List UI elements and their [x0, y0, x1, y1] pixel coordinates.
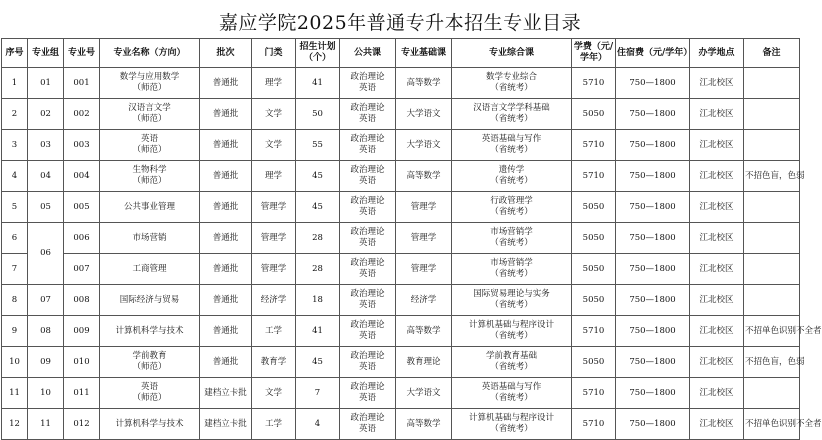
cell-plan: 28 — [296, 254, 340, 285]
cell-campus: 江北校区 — [690, 99, 744, 130]
cell-public-course-line-2: 英语 — [358, 114, 376, 124]
table-row — [2, 347, 800, 378]
cell-dorm-fee: 750—1800 — [616, 130, 690, 161]
table-row — [2, 68, 800, 99]
cell-basic-course: 大学语文 — [396, 99, 452, 130]
cell-dorm-fee: 750—1800 — [616, 254, 690, 285]
cell-comprehensive-course — [452, 285, 572, 316]
cell-tuition: 5710 — [572, 130, 616, 161]
cell-plan: 4 — [296, 409, 340, 440]
cell-remarks — [744, 378, 800, 409]
cell-seq: 7 — [2, 254, 28, 285]
cell-public-course-line-1: 政治理论 — [350, 258, 385, 268]
cell-comprehensive-course-line-2: （省统考） — [490, 424, 533, 434]
cell-seq: 6 — [2, 223, 28, 254]
cell-public-course-line-1: 政治理论 — [350, 382, 385, 392]
cell-code: 009 — [64, 316, 100, 347]
table-row — [2, 130, 800, 161]
header-campus: 办学地点 — [690, 39, 744, 68]
cell-public-course-line-2: 英语 — [358, 393, 376, 403]
cell-public-course-line-2: 英语 — [358, 269, 376, 279]
cell-major-name — [100, 130, 200, 161]
cell-plan: 41 — [296, 68, 340, 99]
cell-basic-course: 高等数学 — [396, 409, 452, 440]
cell-category: 经济学 — [252, 285, 296, 316]
cell-comprehensive-course — [452, 347, 572, 378]
cell-code: 012 — [64, 409, 100, 440]
cell-public-course — [340, 285, 396, 316]
cell-batch: 建档立卡批 — [200, 378, 252, 409]
cell-campus: 江北校区 — [690, 192, 744, 223]
cell-batch: 建档立卡批 — [200, 409, 252, 440]
cell-campus: 江北校区 — [690, 223, 744, 254]
cell-plan: 28 — [296, 223, 340, 254]
cell-dorm-fee: 750—1800 — [616, 99, 690, 130]
cell-public-course — [340, 99, 396, 130]
cell-public-course-line-2: 英语 — [358, 207, 376, 217]
cell-code: 002 — [64, 99, 100, 130]
cell-dorm-fee: 750—1800 — [616, 161, 690, 192]
cell-category: 文学 — [252, 130, 296, 161]
cell-code: 001 — [64, 68, 100, 99]
cell-comprehensive-course — [452, 316, 572, 347]
cell-category: 管理学 — [252, 223, 296, 254]
cell-category: 管理学 — [252, 192, 296, 223]
cell-public-course-line-1: 政治理论 — [350, 72, 385, 82]
cell-public-course — [340, 192, 396, 223]
cell-code: 004 — [64, 161, 100, 192]
cell-batch: 普通批 — [200, 99, 252, 130]
cell-plan: 18 — [296, 285, 340, 316]
cell-category: 理学 — [252, 68, 296, 99]
cell-group: 07 — [28, 285, 64, 316]
header-major-name: 专业名称（方向） — [100, 39, 200, 68]
header-basic-course: 专业基础课 — [396, 39, 452, 68]
cell-group: 11 — [28, 409, 64, 440]
header-comprehensive-course: 专业综合课 — [452, 39, 572, 68]
cell-remarks — [744, 130, 800, 161]
cell-public-course-line-1: 政治理论 — [350, 196, 385, 206]
cell-campus: 江北校区 — [690, 316, 744, 347]
cell-public-course — [340, 223, 396, 254]
cell-code: 011 — [64, 378, 100, 409]
cell-comprehensive-course — [452, 378, 572, 409]
header-seq: 序号 — [2, 39, 28, 68]
header-dorm-fee: 住宿费（元/学年） — [616, 39, 690, 68]
cell-major-name-line-2: （师范） — [132, 114, 167, 124]
cell-comprehensive-course-line-2: （省统考） — [490, 393, 533, 403]
cell-plan: 45 — [296, 347, 340, 378]
cell-comprehensive-course-line-1: 遗传学 — [498, 165, 525, 175]
header-remarks: 备注 — [744, 39, 800, 68]
cell-code: 010 — [64, 347, 100, 378]
cell-batch: 普通批 — [200, 347, 252, 378]
cell-comprehensive-course-line-2: （省统考） — [490, 300, 533, 310]
cell-comprehensive-course-line-1: 英语基础与写作 — [481, 134, 542, 144]
cell-group: 08 — [28, 316, 64, 347]
cell-campus: 江北校区 — [690, 68, 744, 99]
cell-campus: 江北校区 — [690, 347, 744, 378]
cell-plan: 45 — [296, 192, 340, 223]
cell-public-course — [340, 409, 396, 440]
cell-major-name-line-1: 数学与应用数学 — [119, 72, 180, 82]
cell-public-course-line-1: 政治理论 — [350, 413, 385, 423]
cell-comprehensive-course-line-1: 计算机基础与程序设计 — [468, 413, 554, 423]
cell-major-name-line-2: （师范） — [132, 145, 167, 155]
cell-tuition: 5050 — [572, 99, 616, 130]
cell-comprehensive-course — [452, 161, 572, 192]
cell-group: 10 — [28, 378, 64, 409]
cell-comprehensive-course-line-2: （省统考） — [490, 145, 533, 155]
cell-public-course-line-2: 英语 — [358, 83, 376, 93]
cell-seq: 5 — [2, 192, 28, 223]
enrollment-catalog-table — [1, 38, 822, 440]
table-row — [2, 316, 800, 347]
cell-remarks: 不招单色识别不全者 — [744, 409, 800, 440]
cell-seq: 8 — [2, 285, 28, 316]
cell-comprehensive-course — [452, 409, 572, 440]
cell-code: 007 — [64, 254, 100, 285]
cell-major-name: 国际经济与贸易 — [100, 285, 200, 316]
cell-campus: 江北校区 — [690, 161, 744, 192]
cell-public-course — [340, 316, 396, 347]
cell-major-name-line-1: 生物科学 — [132, 165, 167, 175]
cell-group: 02 — [28, 99, 64, 130]
cell-major-name-line-2: （师范） — [132, 393, 167, 403]
cell-dorm-fee: 750—1800 — [616, 192, 690, 223]
cell-comprehensive-course — [452, 223, 572, 254]
cell-batch: 普通批 — [200, 130, 252, 161]
cell-basic-course: 大学语文 — [396, 130, 452, 161]
cell-category: 教育学 — [252, 347, 296, 378]
cell-basic-course: 管理学 — [396, 254, 452, 285]
cell-basic-course: 教育理论 — [396, 347, 452, 378]
cell-tuition: 5710 — [572, 161, 616, 192]
table-row — [2, 161, 800, 192]
cell-comprehensive-course-line-1: 行政管理学 — [490, 196, 533, 206]
cell-tuition: 5710 — [572, 68, 616, 99]
header-category: 门类 — [252, 39, 296, 68]
cell-plan: 50 — [296, 99, 340, 130]
cell-basic-course: 高等数学 — [396, 68, 452, 99]
cell-seq: 2 — [2, 99, 28, 130]
cell-category: 理学 — [252, 161, 296, 192]
cell-public-course-line-1: 政治理论 — [350, 289, 385, 299]
cell-basic-course: 经济学 — [396, 285, 452, 316]
cell-tuition: 5710 — [572, 316, 616, 347]
table-row — [2, 285, 800, 316]
cell-comprehensive-course-line-2: （省统考） — [490, 114, 533, 124]
table-row — [2, 99, 800, 130]
cell-dorm-fee: 750—1800 — [616, 409, 690, 440]
cell-campus: 江北校区 — [690, 409, 744, 440]
cell-comprehensive-course-line-1: 英语基础与写作 — [481, 382, 542, 392]
table-row — [2, 223, 800, 254]
cell-public-course — [340, 130, 396, 161]
cell-campus: 江北校区 — [690, 378, 744, 409]
cell-comprehensive-course-line-2: （省统考） — [490, 362, 533, 372]
cell-comprehensive-course — [452, 68, 572, 99]
cell-plan: 55 — [296, 130, 340, 161]
cell-campus: 江北校区 — [690, 285, 744, 316]
cell-group: 06 — [28, 223, 64, 285]
cell-comprehensive-course-line-2: （省统考） — [490, 176, 533, 186]
cell-public-course-line-1: 政治理论 — [350, 103, 385, 113]
table-row — [2, 254, 800, 285]
cell-basic-course: 高等数学 — [396, 316, 452, 347]
cell-tuition: 5050 — [572, 347, 616, 378]
cell-code: 003 — [64, 130, 100, 161]
cell-comprehensive-course-line-2: （省统考） — [490, 207, 533, 217]
cell-tuition: 5050 — [572, 192, 616, 223]
cell-batch: 普通批 — [200, 223, 252, 254]
cell-dorm-fee: 750—1800 — [616, 378, 690, 409]
cell-group: 05 — [28, 192, 64, 223]
cell-comprehensive-course-line-1: 市场营销学 — [490, 227, 533, 237]
cell-public-course-line-2: 英语 — [358, 362, 376, 372]
header-plan: 招生计划（个） — [296, 39, 340, 68]
cell-remarks — [744, 285, 800, 316]
cell-comprehensive-course — [452, 254, 572, 285]
cell-remarks — [744, 68, 800, 99]
cell-remarks: 不招单色识别不全者 — [744, 316, 800, 347]
cell-campus: 江北校区 — [690, 254, 744, 285]
cell-public-course-line-1: 政治理论 — [350, 320, 385, 330]
header-public-course: 公共课 — [340, 39, 396, 68]
cell-major-name — [100, 99, 200, 130]
cell-dorm-fee: 750—1800 — [616, 347, 690, 378]
cell-dorm-fee: 750—1800 — [616, 223, 690, 254]
cell-tuition: 5050 — [572, 254, 616, 285]
cell-major-name: 公共事业管理 — [100, 192, 200, 223]
cell-major-name-line-1: 汉语言文学 — [128, 103, 171, 113]
table-row — [2, 378, 800, 409]
header-code: 专业号 — [64, 39, 100, 68]
cell-seq: 4 — [2, 161, 28, 192]
cell-major-name-line-1: 学前教育 — [132, 351, 167, 361]
cell-major-name-line-2: （师范） — [132, 176, 167, 186]
header-group: 专业组 — [28, 39, 64, 68]
cell-code: 006 — [64, 223, 100, 254]
cell-public-course — [340, 378, 396, 409]
cell-public-course — [340, 347, 396, 378]
cell-public-course-line-2: 英语 — [358, 145, 376, 155]
cell-comprehensive-course — [452, 130, 572, 161]
cell-public-course-line-2: 英语 — [358, 176, 376, 186]
cell-public-course-line-1: 政治理论 — [350, 351, 385, 361]
cell-group: 04 — [28, 161, 64, 192]
cell-batch: 普通批 — [200, 161, 252, 192]
cell-plan: 45 — [296, 161, 340, 192]
cell-public-course — [340, 161, 396, 192]
cell-batch: 普通批 — [200, 316, 252, 347]
cell-comprehensive-course-line-2: （省统考） — [490, 269, 533, 279]
cell-plan: 41 — [296, 316, 340, 347]
cell-seq: 12 — [2, 409, 28, 440]
cell-tuition: 5050 — [572, 285, 616, 316]
cell-comprehensive-course — [452, 99, 572, 130]
cell-group: 09 — [28, 347, 64, 378]
cell-tuition: 5710 — [572, 378, 616, 409]
cell-seq: 11 — [2, 378, 28, 409]
cell-comprehensive-course-line-2: （省统考） — [490, 238, 533, 248]
cell-major-name — [100, 161, 200, 192]
cell-category: 文学 — [252, 99, 296, 130]
cell-public-course-line-1: 政治理论 — [350, 165, 385, 175]
cell-public-course — [340, 254, 396, 285]
cell-batch: 普通批 — [200, 68, 252, 99]
cell-major-name-line-2: （师范） — [132, 83, 167, 93]
cell-remarks — [744, 254, 800, 285]
cell-remarks: 不招色盲，色弱 — [744, 161, 800, 192]
cell-seq: 9 — [2, 316, 28, 347]
cell-public-course-line-2: 英语 — [358, 238, 376, 248]
cell-basic-course: 高等数学 — [396, 161, 452, 192]
cell-category: 文学 — [252, 378, 296, 409]
cell-public-course-line-1: 政治理论 — [350, 134, 385, 144]
cell-public-course-line-2: 英语 — [358, 331, 376, 341]
cell-major-name-line-1: 英语 — [140, 382, 158, 392]
cell-basic-course: 管理学 — [396, 223, 452, 254]
cell-dorm-fee: 750—1800 — [616, 285, 690, 316]
table-row — [2, 409, 800, 440]
cell-comprehensive-course-line-1: 数学专业综合 — [485, 72, 537, 82]
cell-tuition: 5050 — [572, 223, 616, 254]
cell-public-course-line-2: 英语 — [358, 424, 376, 434]
cell-campus: 江北校区 — [690, 130, 744, 161]
cell-dorm-fee: 750—1800 — [616, 316, 690, 347]
cell-major-name: 工商管理 — [100, 254, 200, 285]
cell-comprehensive-course-line-2: （省统考） — [490, 83, 533, 93]
cell-comprehensive-course — [452, 192, 572, 223]
cell-batch: 普通批 — [200, 285, 252, 316]
cell-group: 03 — [28, 130, 64, 161]
cell-major-name-line-2: （师范） — [132, 362, 167, 372]
cell-major-name: 计算机科学与技术 — [100, 316, 200, 347]
cell-category: 工学 — [252, 409, 296, 440]
cell-seq: 1 — [2, 68, 28, 99]
cell-batch: 普通批 — [200, 192, 252, 223]
cell-major-name: 计算机科学与技术 — [100, 409, 200, 440]
cell-public-course-line-2: 英语 — [358, 300, 376, 310]
header-tuition: 学费（元/学年） — [572, 39, 616, 68]
cell-category: 工学 — [252, 316, 296, 347]
cell-major-name — [100, 378, 200, 409]
cell-plan: 7 — [296, 378, 340, 409]
cell-remarks: 不招色盲，色弱 — [744, 347, 800, 378]
cell-public-course — [340, 68, 396, 99]
page-title: 嘉应学院2025年普通专升本招生专业目录 — [218, 12, 582, 34]
cell-code: 005 — [64, 192, 100, 223]
cell-basic-course: 管理学 — [396, 192, 452, 223]
cell-comprehensive-course-line-1: 计算机基础与程序设计 — [468, 320, 554, 330]
cell-tuition: 5710 — [572, 409, 616, 440]
cell-remarks — [744, 192, 800, 223]
header-batch: 批次 — [200, 39, 252, 68]
cell-group: 01 — [28, 68, 64, 99]
cell-major-name — [100, 68, 200, 99]
cell-public-course-line-1: 政治理论 — [350, 227, 385, 237]
cell-remarks — [744, 223, 800, 254]
cell-batch: 普通批 — [200, 254, 252, 285]
cell-seq: 10 — [2, 347, 28, 378]
cell-comprehensive-course-line-1: 国际贸易理论与实务 — [473, 289, 550, 299]
cell-comprehensive-course-line-2: （省统考） — [490, 331, 533, 341]
cell-basic-course: 大学语文 — [396, 378, 452, 409]
cell-comprehensive-course-line-1: 学前教育基础 — [485, 351, 537, 361]
cell-comprehensive-course-line-1: 市场营销学 — [490, 258, 533, 268]
cell-dorm-fee: 750—1800 — [616, 68, 690, 99]
cell-major-name: 市场营销 — [100, 223, 200, 254]
cell-major-name-line-1: 英语 — [140, 134, 158, 144]
cell-seq: 3 — [2, 130, 28, 161]
cell-code: 008 — [64, 285, 100, 316]
cell-category: 管理学 — [252, 254, 296, 285]
cell-major-name — [100, 347, 200, 378]
cell-comprehensive-course-line-1: 汉语言文学学科基础 — [473, 103, 550, 113]
table-row — [2, 192, 800, 223]
cell-remarks — [744, 99, 800, 130]
table-header-row — [2, 39, 800, 68]
